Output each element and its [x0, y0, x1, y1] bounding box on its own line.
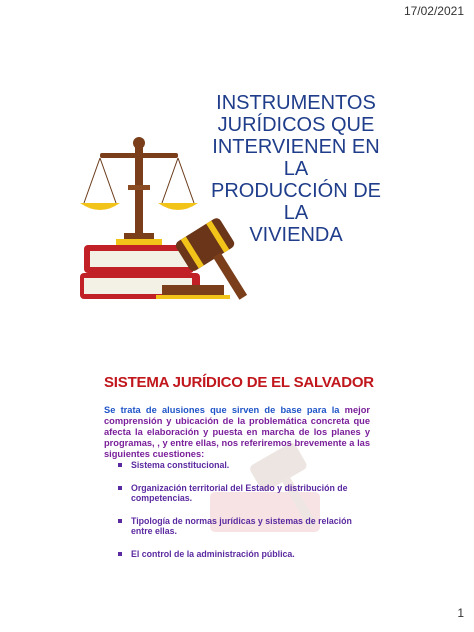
- bullet-square-icon: [118, 486, 122, 490]
- title-line: PRODUCCIÓN DE LA: [210, 180, 381, 224]
- date-label: 17/02/2021: [403, 4, 464, 18]
- list-item: [118, 549, 373, 560]
- bullet-square-icon: [118, 519, 122, 523]
- title-line: INTERVIENEN EN LA: [212, 136, 380, 180]
- title-line: VIVIENDA: [249, 224, 343, 246]
- bullet-list: [118, 460, 373, 571]
- bullet-square-icon: [118, 463, 122, 467]
- intro-highlight: mejor comprensión y ubicación de la problemática concreta que afecta la elaboración y puesta en marcha de los planes y programas, , y entre ellas, nos referiremos brevemente a las siguientes cuestiones:: [104, 405, 370, 459]
- justice-scale-gavel-illustration: [70, 125, 310, 305]
- list-item-text: Organización territorial del Estado y distribución de competencias.: [131, 482, 348, 503]
- list-item: [118, 516, 373, 537]
- intro-paragraph: [104, 405, 370, 460]
- list-item: [118, 460, 373, 471]
- slide2-title: SISTEMA JURÍDICO DE EL SALVADOR: [104, 374, 374, 391]
- list-item-text: El control de la administración pública.: [131, 548, 295, 559]
- title-line: INSTRUMENTOS: [216, 92, 376, 114]
- list-item: [118, 483, 373, 504]
- list-item-text: Tipología de normas jurídicas y sistemas de relación entre ellas.: [131, 515, 352, 536]
- title-line: JURÍDICOS QUE: [217, 114, 375, 136]
- list-item-text: Sistema constitucional.: [131, 460, 230, 470]
- page-number: 1: [457, 606, 464, 620]
- bullet-square-icon: [118, 552, 122, 556]
- intro-text: Se trata de alusiones que sirven de base para la: [104, 405, 345, 415]
